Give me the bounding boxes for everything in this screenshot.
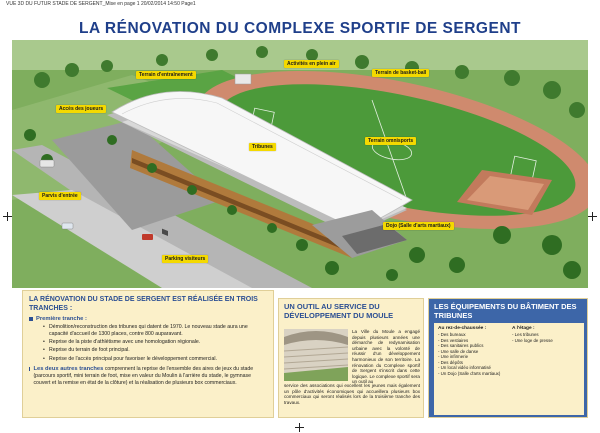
list-item: • Reprise de l'accès principal pour favoriser le développement commercial. <box>43 356 267 363</box>
label-terrain-omnisports: Terrain omnisports <box>365 137 416 145</box>
stadium-illustration <box>12 40 588 288</box>
other-tranches-text: comprennent la reprise de l'ensemble des aires de jeux du stade (parcours sportif, mini terrain de foot, mise en valeur du Moulin à l'arrière du stade, le gymnase couvert et la remise en état de la clôture) et la réalisation de plusieurs box commerciaux. <box>33 366 254 387</box>
registration-mark-icon <box>3 212 12 221</box>
label-activites-plein-air: Activités en plein air <box>284 60 339 68</box>
ground-floor-label: Au rez-de-chaussée : <box>438 326 487 331</box>
other-tranches-label: Les deux autres tranches <box>33 366 104 373</box>
list-item: • Reprise de la piste d'athlétisme avec une homologation régionale. <box>43 339 267 346</box>
list-item: - Un Dojo (Salle d'arts martiaux) <box>438 370 501 376</box>
label-tribunes: Tribunes <box>249 143 276 151</box>
list-item: - Des bureaux <box>438 332 466 337</box>
first-tranche-label: Première tranche : <box>36 316 87 322</box>
label-parvis-entree: Parvis d'entrée <box>39 192 81 200</box>
label-parking-visiteurs: Parking visiteurs <box>162 255 208 263</box>
list-item: • Reprise du terrain de foot principal. <box>43 347 267 354</box>
equipment-heading: LES ÉQUIPEMENTS DU BÂTIMENT DES TRIBUNES <box>434 302 577 320</box>
label-dojo: Dojo (Salle d'arts martiaux) <box>383 222 454 230</box>
development-side-text: La Ville du Moule a engagé depuis plusieurs années une démarche de redynamisation urbaine avec la volonté de réussir d'un développement harmonieux de son territoire. La rénovation du Complexe sportif de Sergent s'inscrit dans cette logique. Le complexe sportif sera un outil au <box>352 329 420 385</box>
development-bottom-text: service des associations qui excellent les jeunes mais également un pôle d'activités économiques qui accueillera plusieurs box commerciaux qui seront réalisés lors de la troisième tranche des travaux. <box>284 383 420 405</box>
list-item: - Des dépôts <box>438 359 463 365</box>
list-item: - Des sanitaires publics <box>438 343 484 348</box>
label-terrain-entrainement: Terrain d'entraînement <box>136 71 196 79</box>
other-tranches-block <box>29 366 267 386</box>
list-item: - Des vestiaires <box>438 337 469 343</box>
first-tranche-heading <box>29 316 267 322</box>
equipment-body <box>434 323 584 415</box>
upper-floor-label: A l'étage : <box>512 326 535 331</box>
square-bullet-icon <box>29 317 33 321</box>
label-terrain-basket: Terrain de basket-ball <box>372 69 429 77</box>
print-slug-line: VUE 3D DU FUTUR STADE DE SERGENT_Mise en page 1 20/02/2014 14:50 Page1 <box>6 1 196 7</box>
renovation-heading: LA RÉNOVATION DU STADE DE SERGENT EST RÉALISÉE EN TROIS TRANCHES : <box>29 296 258 312</box>
upper-floor-column <box>512 326 580 412</box>
list-item: - Une loge de presse <box>512 337 553 343</box>
page-title: LA RÉNOVATION DU COMPLEXE SPORTIF DE SERGENT <box>79 20 521 37</box>
registration-mark-icon <box>588 212 597 221</box>
registration-mark-icon <box>295 423 304 432</box>
ground-floor-column <box>438 326 506 412</box>
square-bullet-icon <box>29 367 30 371</box>
list-item: - Une infirmerie <box>438 354 469 359</box>
renovation-panel <box>22 290 274 418</box>
development-panel <box>278 298 424 418</box>
list-item: • Démolition/reconstruction des tribunes qui datent de 1970. Le nouveau stade aura une capacité d'accueil de 1300 places, contre 800 auparavant. <box>43 324 267 338</box>
first-tranche-list <box>43 324 267 362</box>
list-item: - Une salle de danse <box>438 348 479 354</box>
list-item: - Un local vidéo informatisé <box>438 365 491 370</box>
label-acces-joueurs: Accès des joueurs <box>56 105 106 113</box>
equipment-panel <box>428 298 588 418</box>
list-item: - Les tribunes <box>512 332 539 337</box>
tribune-interior-photo <box>284 329 348 381</box>
development-heading: UN OUTIL AU SERVICE DU DÉVELOPPEMENT DU MOULE <box>284 302 394 320</box>
stadium-3d-view <box>12 40 588 288</box>
